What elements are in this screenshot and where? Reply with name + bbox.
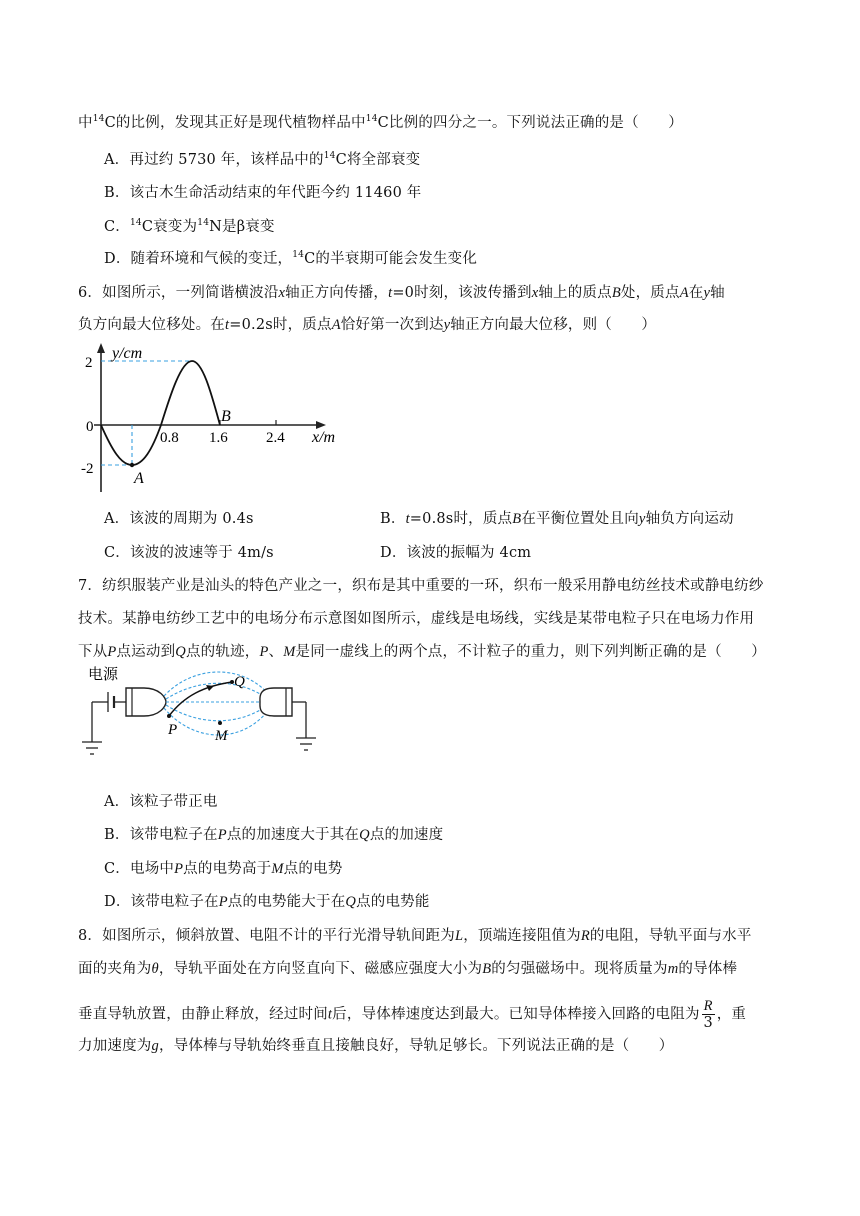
point-b-label: B (221, 408, 231, 425)
q6-option-d: D．该波的振幅为 4cm (380, 545, 532, 561)
point-p-dot (167, 714, 171, 718)
x-tick-label-2.4: 2.4 (266, 430, 285, 446)
x-axis-arrow (316, 421, 326, 429)
q5-option-d: D．随着环境和气候的变迁，$^{14}$C的半衰期可能会发生变化 (104, 250, 478, 267)
x-tick-label-0.8: 0.8 (160, 430, 179, 446)
q5-intro: 中$^{14}$C的比例，发现其正好是现代植物样品中$^{14}$C比例的四分之一。下列说法正确的是（ ） (78, 114, 683, 131)
q7-option-d: D．该带电粒子在P点的电势能大于在Q点的电势能 (104, 894, 430, 910)
q5-option-b: B．该古木生命活动结束的年代距今约 11460 年 (104, 185, 422, 201)
q7-option-b: B．该带电粒子在P点的加速度大于其在Q点的加速度 (104, 827, 444, 843)
point-a-dot (130, 463, 134, 467)
y-tick-2: 2 (85, 355, 93, 371)
q5-option-a: A．再过约 5730 年，该样品中的$^{14}$C将全部衰变 (104, 151, 421, 168)
q8-stem-line2: 面的夹角为θ，导轨平面处在方向竖直向下、磁感应强度大小为B的匀强磁场中。现将质量为m的导体棒 (78, 961, 738, 977)
q6-option-b: B．t=0.8s时，质点B在平衡位置处且向y轴负方向运动 (380, 511, 734, 527)
point-a-label: A (134, 470, 144, 487)
electric-field-figure (74, 660, 334, 768)
q5-option-c: C．$^{14}$C衰变为$^{14}$N是β衰变 (104, 218, 275, 235)
point-m-label: M (215, 728, 228, 744)
q8-stem-line1: 8．如图所示，倾斜放置、电阻不计的平行光滑导轨间距为L，顶端连接阻值为R的电阻，导轨平面与水平 (78, 928, 752, 944)
particle-trajectory (169, 682, 232, 716)
q6-stem-line2: 负方向最大位移处。在t=0.2s时，质点A恰好第一次到达y轴正方向最大位移，则（ ） (78, 317, 657, 333)
fraction-r-over-3: $\frac{R}{3}$ (703, 998, 713, 1031)
origin-label: 0 (86, 419, 94, 435)
y-tick-minus-2: -2 (81, 461, 94, 477)
q6-stem-line1: 6．如图所示，一列简谐横波沿x轴正方向传播，t=0时刻，该波传播到x轴上的质点B处，质点A在y轴 (78, 285, 725, 301)
q7-option-c: C．电场中P点的电势高于M点的电势 (104, 861, 343, 877)
point-q-label: Q (234, 674, 245, 690)
wave-graph (80, 340, 350, 500)
q8-stem-line4: 力加速度为g，导体棒与导轨始终垂直且接触良好，导轨足够长。下列说法正确的是（ ） (78, 1038, 674, 1054)
q8-stem-line3: 垂直导轨放置，由静止释放，经过时间t后，导体棒速度达到最大。已知导体棒接入回路的电阻为 $\frac{R}{3}$ ，重 (78, 998, 747, 1031)
point-m-dot (218, 721, 222, 725)
right-electrode (260, 688, 292, 716)
wave-curve (101, 361, 220, 465)
q7-option-a: A．该粒子带正电 (104, 794, 218, 810)
power-source-label: 电源 (88, 667, 119, 683)
y-axis-arrow (97, 343, 105, 353)
point-p-label: P (168, 722, 178, 738)
x-axis-label: x/m (312, 429, 336, 446)
q6-option-c: C．该波的波速等于 4m/s (104, 545, 274, 561)
q7-stem-line1: 7．纺织服装产业是汕头的特色产业之一，织布是其中重要的一环，织布一般采用静电纺丝技术或静电纺纱 (78, 578, 764, 594)
q6-option-a: A．该波的周期为 0.4s (104, 511, 254, 527)
field-line-1 (164, 672, 270, 696)
y-axis-label: y/cm (112, 345, 143, 362)
field-line-4 (166, 705, 268, 721)
x-tick-label-1.6: 1.6 (209, 430, 228, 446)
q7-stem-line2: 技术。某静电纺纱工艺中的电场分布示意图如图所示，虚线是电场线，实线是某带电粒子只在电场力作用 (78, 611, 755, 627)
q7-stem-line3: 下从P点运动到Q点的轨迹，P、M是同一虚线上的两个点，不计粒子的重力，则下列判断正确的是（ ） (78, 644, 766, 660)
